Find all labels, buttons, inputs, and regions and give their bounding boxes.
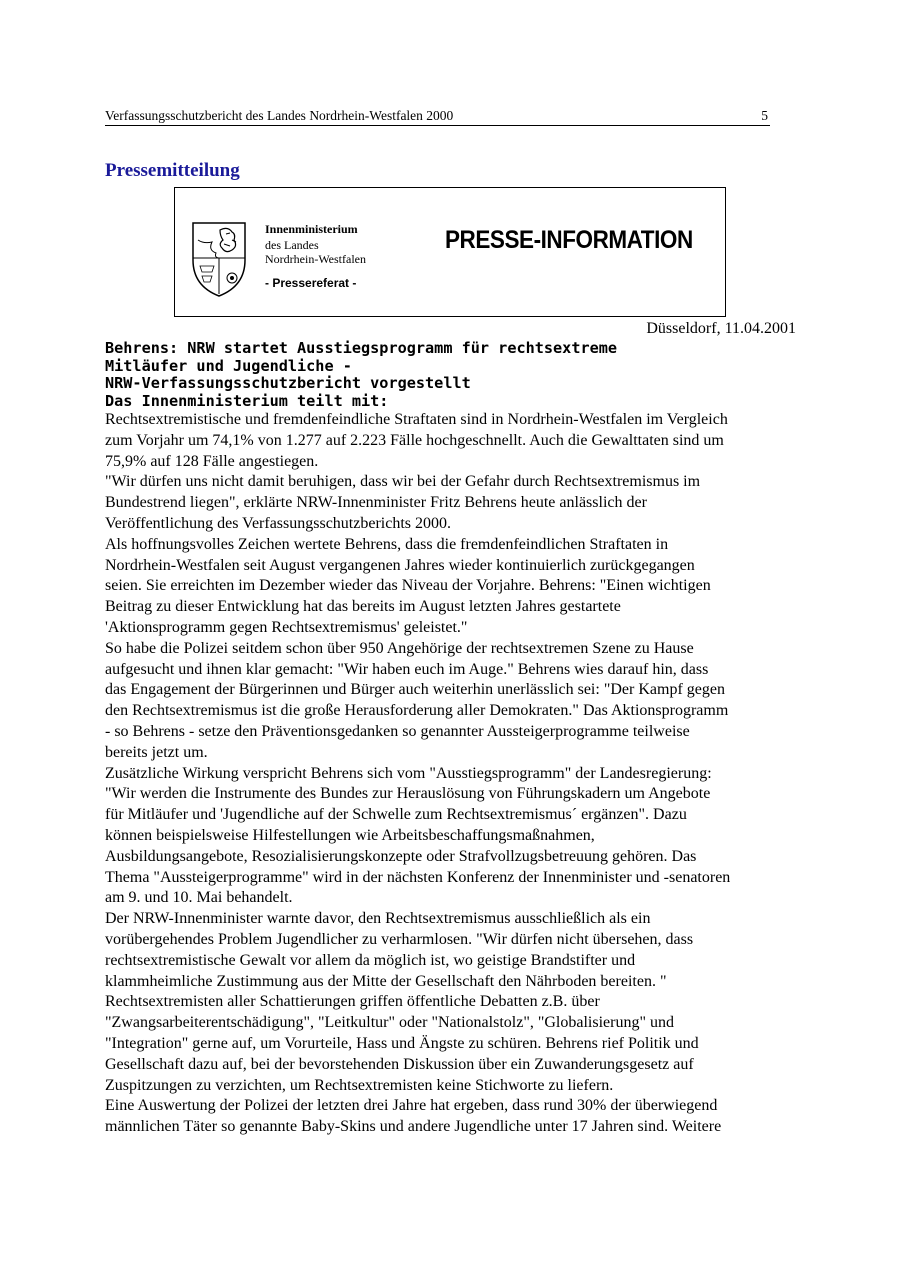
headline-line: Das Innenministerium teilt mit: (105, 391, 389, 410)
body-line: männlichen Täter so genannte Baby-Skins und andere Jugendliche unter 17 Jahren sind. Weitere (105, 1118, 722, 1136)
body-line: Rechtsextremistische und fremdenfeindliche Straftaten sind in Nordrhein-Westfalen im Vergleich (105, 411, 728, 428)
page-number: 5 (761, 108, 768, 123)
body-line: das Engagement der Bürgerinnen und Bürger auch weiterhin unerlässlich sei: "Der Kampf gegen (105, 681, 725, 699)
nrw-coat-of-arms-icon (190, 220, 248, 298)
body-line: den Rechtsextremismus ist die große Herausforderung aller Demokraten." Das Aktionsprogramm (105, 702, 729, 720)
body-line: 'Aktionsprogramm gegen Rechtsextremismus' geleistet." (105, 618, 468, 636)
body-line: vorübergehendes Problem Jugendlicher zu verharmlosen. "Wir dürfen nicht übersehen, dass (105, 930, 694, 948)
body-line: Veröffentlichung des Verfassungsschutzberichts 2000. (105, 514, 451, 532)
body-line: Bundestrend liegen", erklärte NRW-Innenminister Fritz Behrens heute anlässlich der (105, 494, 647, 512)
headline-line: Mitläufer und Jugendliche - (105, 356, 352, 375)
body-line: bereits jetzt um. (105, 743, 208, 761)
body-line: "Wir dürfen uns nicht damit beruhigen, dass wir bei der Gefahr durch Rechtsextremismus im (105, 473, 701, 491)
body-line: seien. Sie erreichten im Dezember wieder das Niveau der Vorjahre. Behrens: "Einen wichtigen (105, 577, 711, 595)
ministry-name-line2: des Landes (265, 238, 319, 252)
press-headline (105, 340, 805, 410)
body-line: "Zwangsarbeiterentschädigung", "Leitkultur" oder "Nationalstolz", "Globalisierung" und (105, 1014, 674, 1032)
body-line: So habe die Polizei seitdem schon über 950 Angehörige der rechtsextremen Szene zu Hause (105, 639, 694, 657)
press-banner (174, 187, 726, 317)
dateline: Düsseldorf, 11.04.2001 (646, 320, 796, 337)
body-line: Zusätzliche Wirkung verspricht Behrens sich vom "Ausstiegsprogramm" der Landesregierung: (105, 764, 712, 782)
body-line: Gesellschaft dazu auf, bei der bevorstehenden Diskussion über ein Zuwanderungsgesetz auf (105, 1055, 694, 1073)
press-body-text (105, 410, 805, 1138)
body-line: "Wir werden die Instrumente des Bundes zur Herauslösung von Führungskadern um Angebote (105, 785, 711, 803)
body-line: Beitrag zu dieser Entwicklung hat das bereits im August letzten Jahres gestartete (105, 598, 621, 616)
ministry-name-line1: Innenministerium (265, 222, 358, 236)
body-line: Der NRW-Innenminister warnte davor, den Rechtsextremismus ausschließlich als ein (105, 910, 651, 928)
department-label: - Pressereferat - (265, 276, 357, 290)
body-line: können beispielsweise Hilfestellungen wie Arbeitsbeschaffungsmaßnahmen, (105, 826, 595, 844)
body-line: zum Vorjahr um 74,1% von 1.277 auf 2.223 Fälle hochgeschnellt. Auch die Gewalttaten sind um (105, 431, 724, 449)
headline-line: NRW-Verfassungsschutzbericht vorgestellt (105, 374, 471, 392)
section-title: Pressemitteilung (105, 160, 240, 181)
body-line: klammheimliche Zustimmung aus der Mitte der Gesellschaft den Nährboden bereiten. " (105, 972, 667, 990)
header-title: Verfassungsschutzbericht des Landes Nordrhein-Westfalen 2000 (105, 108, 454, 123)
body-line: rechtsextremistische Gewalt vor allem da möglich ist, wo geistige Brandstifter und (105, 951, 636, 969)
body-line: aufgesucht und ihnen klar gemacht: "Wir haben euch im Auge." Behrens wies darauf hin, dass (105, 660, 709, 678)
body-line: Ausbildungsangebote, Resozialisierungskonzepte oder Strafvollzugsbetreuung gehören. Das (105, 847, 697, 865)
headline-line: Behrens: NRW startet Ausstiegsprogramm für rechtsextreme (105, 339, 618, 357)
body-line: Zuspitzungen zu verzichten, um Rechtsextremisten keine Stichworte zu liefern. (105, 1076, 614, 1094)
body-line: - so Behrens - setze den Präventionsgedanken so genannter Aussteigerprogramme teilweise (105, 722, 690, 740)
body-line: für Mitläufer und 'Jugendliche auf der Schwelle zum Rechtsextremismus´ ergänzen". Dazu (105, 806, 687, 824)
ministry-name-line3: Nordrhein-Westfalen (265, 252, 366, 266)
body-line: Thema "Aussteigerprogramme" wird in der nächsten Konferenz der Innenminister und -senatoren (105, 868, 731, 886)
body-line: 75,9% auf 128 Fälle angestiegen. (105, 452, 319, 470)
body-line: Rechtsextremisten aller Schattierungen griffen öffentliche Debatten z.B. über (105, 993, 600, 1011)
body-line: Als hoffnungsvolles Zeichen wertete Behrens, dass die fremdenfeindlichen Straftaten in (105, 535, 669, 553)
body-line: Nordrhein-Westfalen seit August vergangenen Jahres wieder kontinuierlich zurückgegangen (105, 556, 695, 574)
presse-information-label: PRESSE-INFORMATION (445, 226, 693, 254)
body-line: am 9. und 10. Mai behandelt. (105, 889, 293, 907)
page-header (105, 108, 770, 126)
body-line: Eine Auswertung der Polizei der letzten drei Jahre hat ergeben, dass rund 30% der überwiegend (105, 1097, 718, 1115)
body-line: "Integration" gerne auf, um Vorurteile, Hass und Ängste zu schüren. Behrens rief Politik und (105, 1034, 699, 1052)
